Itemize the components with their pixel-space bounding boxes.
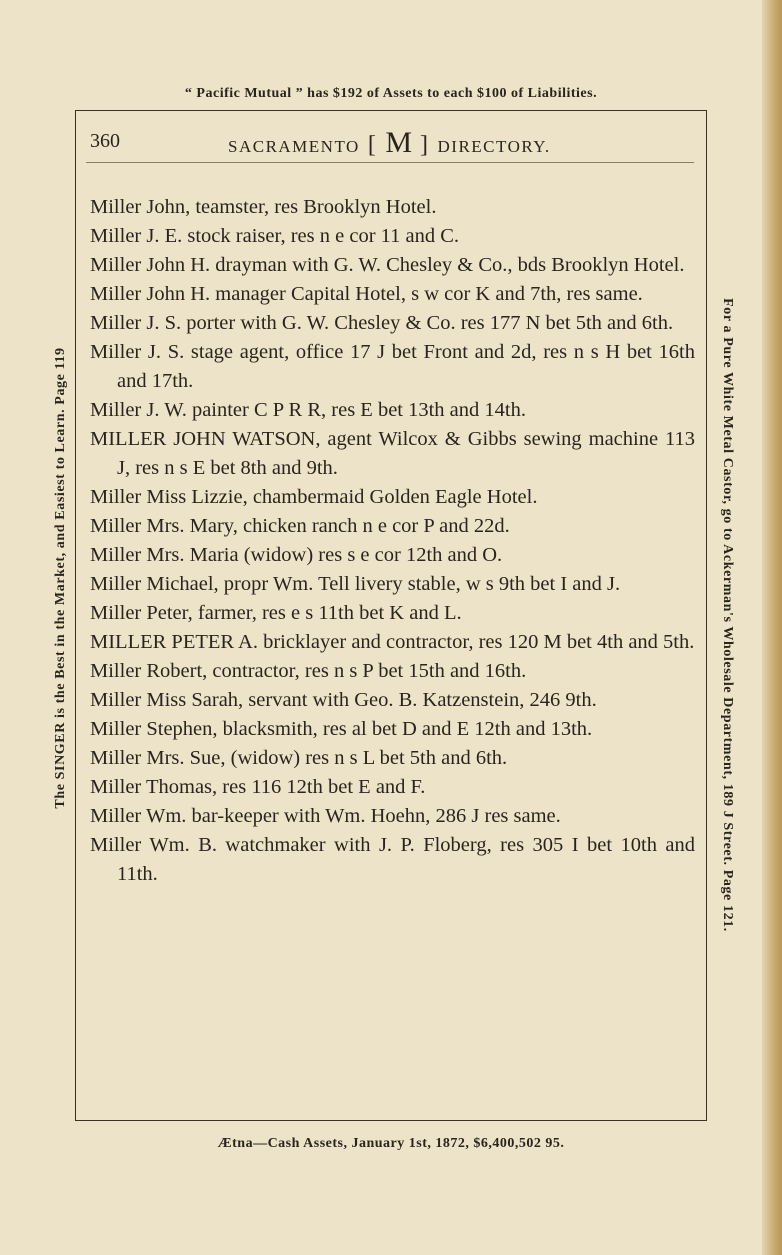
header-rule <box>86 162 694 163</box>
directory-entry: MILLER JOHN WATSON, agent Wilcox & Gibbs sewing machine 113 J, res n s E bet 8th and 9th. <box>90 428 695 479</box>
directory-entry: Miller John H. manager Capital Hotel, s w cor K and 7th, res same. <box>90 283 643 305</box>
directory-entry: Miller John, teamster, res Brooklyn Hotel. <box>90 196 437 218</box>
page-number: 360 <box>90 130 120 152</box>
page-edge <box>762 0 782 1255</box>
directory-entry: Miller Miss Sarah, servant with Geo. B. Katzenstein, 246 9th. <box>90 689 597 711</box>
bottom-advertisement <box>0 1136 782 1152</box>
directory-entry: Miller J. E. stock raiser, res n e cor 11 and C. <box>90 225 460 247</box>
running-head-bracket-open: [ <box>367 132 378 158</box>
running-head-title: DIRECTORY. <box>437 137 551 156</box>
directory-entry: Miller Wm. bar-keeper with Wm. Hoehn, 286 J res same. <box>90 805 561 827</box>
directory-entry: Miller Peter, farmer, res e s 11th bet K and L. <box>90 602 462 624</box>
frame-bottom-rule <box>75 1120 707 1121</box>
directory-entry: Miller Michael, propr Wm. Tell livery stable, w s 9th bet I and J. <box>90 573 621 595</box>
directory-entry: Miller Wm. B. watchmaker with J. P. Floberg, res 305 I bet 10th and 11th. <box>90 834 695 885</box>
directory-entry: Miller Stephen, blacksmith, res al bet D and E 12th and 13th. <box>90 718 593 740</box>
frame-right-rule <box>706 110 707 1120</box>
directory-entry: Miller Mrs. Mary, chicken ranch n e cor P and 22d. <box>90 515 510 537</box>
frame-top-rule <box>75 110 707 111</box>
directory-entries <box>90 193 695 889</box>
directory-entry: Miller Robert, contractor, res n s P bet 15th and 16th. <box>90 660 527 682</box>
directory-entry: MILLER PETER A. bricklayer and contractor, res 120 M bet 4th and 5th. <box>90 631 695 653</box>
running-head <box>228 126 551 160</box>
running-head-bracket-close: ] <box>420 132 430 158</box>
directory-entry: Miller Miss Lizzie, chambermaid Golden Eagle Hotel. <box>90 486 538 508</box>
bottom-advertisement-text: Ætna—Cash Assets, January 1st, 1872, $6,400,502 95. <box>217 1136 565 1151</box>
left-margin-advertisement-text: The SINGER is the Best in the Market, and Easiest to Learn. Page 119 <box>53 347 68 809</box>
directory-entry: Miller Thomas, res 116 12th bet E and F. <box>90 776 426 798</box>
directory-entry: Miller J. S. porter with G. W. Chesley & Co. res 177 N bet 5th and 6th. <box>90 312 674 334</box>
running-head-city: SACRAMENTO <box>228 137 360 156</box>
directory-entry: Miller Mrs. Sue, (widow) res n s L bet 5th and 6th. <box>90 747 508 769</box>
directory-entry: Miller Mrs. Maria (widow) res s e cor 12th and O. <box>90 544 503 566</box>
directory-entry: Miller J. W. painter C P R R, res E bet 13th and 14th. <box>90 399 526 421</box>
top-advertisement <box>0 86 782 102</box>
running-head-letter: M <box>385 126 413 159</box>
directory-entry: Miller J. S. stage agent, office 17 J bet Front and 2d, res n s H bet 16th and 17th. <box>90 341 695 392</box>
right-margin-advertisement-text: For a Pure White Metal Castor, go to Ackerman's Wholesale Department, 189 J Street. Page 121. <box>720 298 735 932</box>
frame-left-rule <box>75 110 76 1120</box>
top-advertisement-text: “ Pacific Mutual ” has $192 of Assets to each $100 of Liabilities. <box>184 86 598 101</box>
directory-entry: Miller John H. drayman with G. W. Chesley & Co., bds Brooklyn Hotel. <box>90 254 685 276</box>
